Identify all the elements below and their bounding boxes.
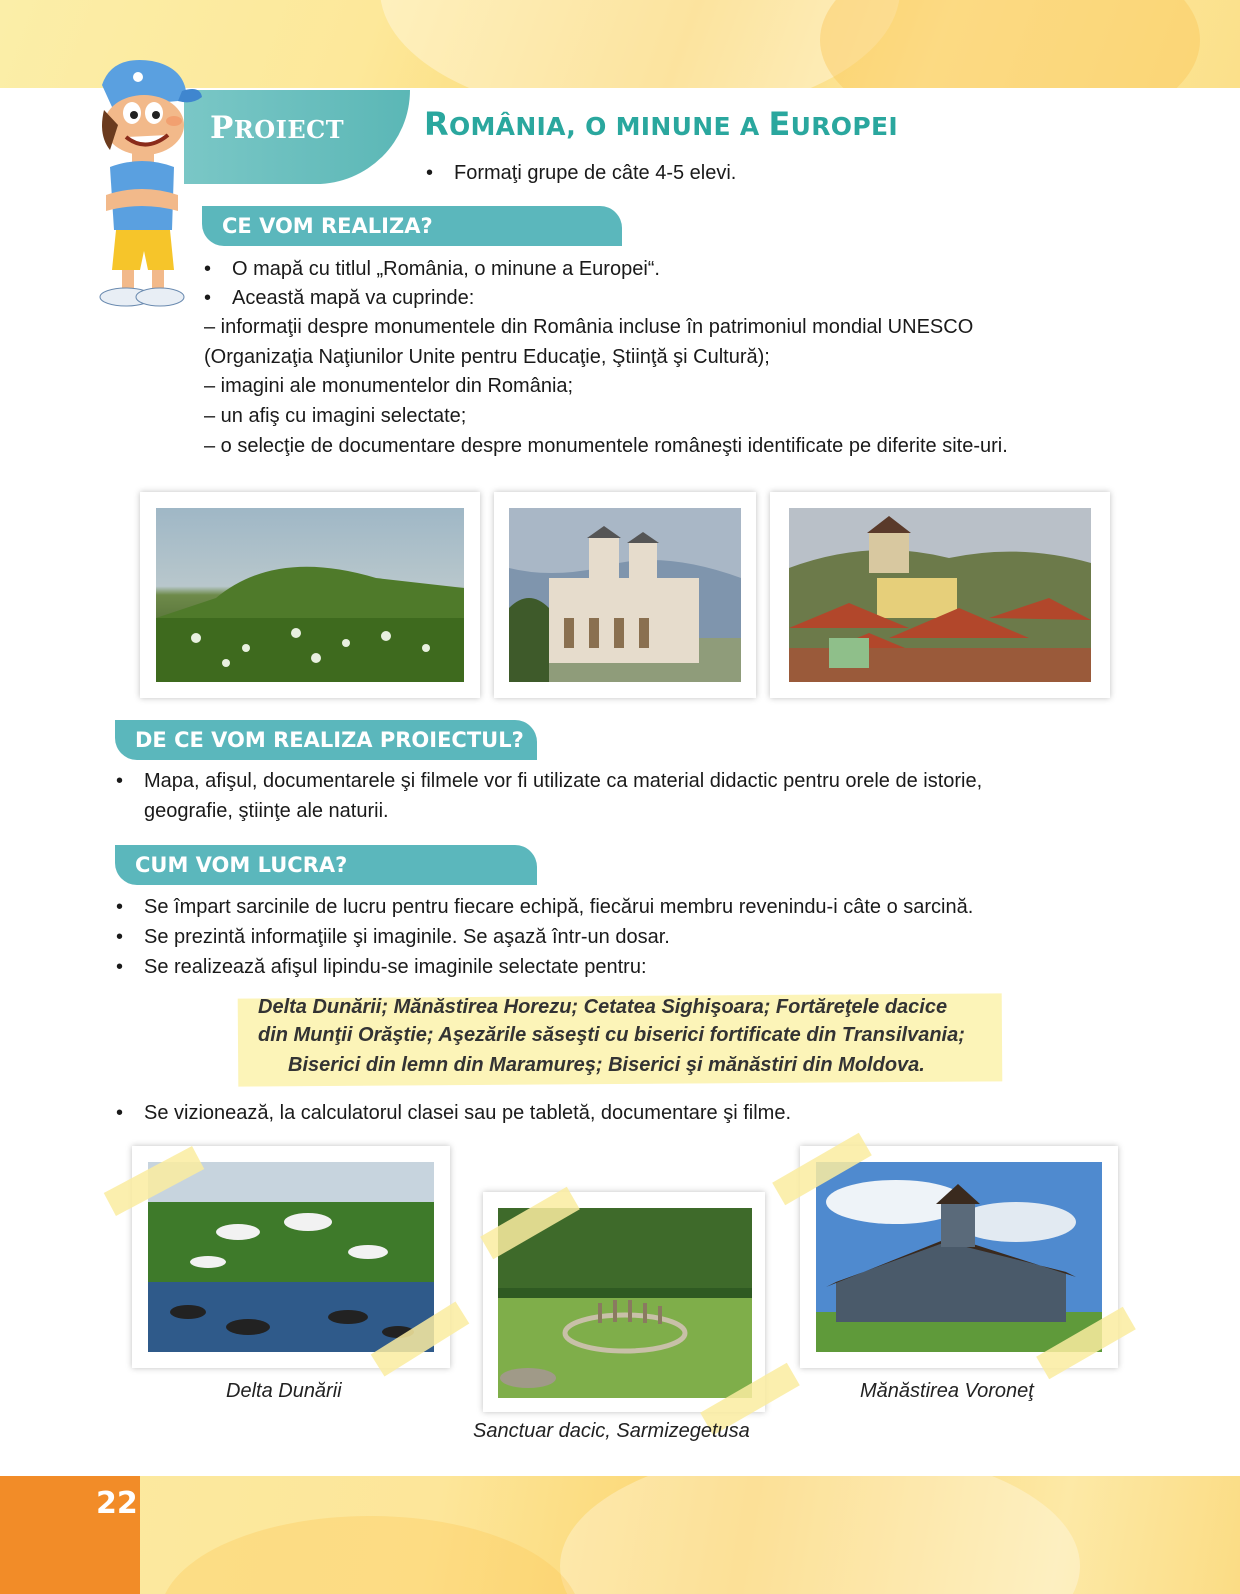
photo-frame-horezu: [494, 492, 756, 698]
sighisoara-citadel-photo: [789, 508, 1091, 682]
list-item: • O mapă cu titlul „România, o minune a Europei“.: [204, 258, 660, 281]
horezu-monastery-photo: [509, 508, 741, 682]
caption-delta: Delta Dunării: [226, 1380, 342, 1402]
boy-mascot-illustration: [82, 55, 202, 310]
caption-voronet: Mănăstirea Voroneţ: [860, 1380, 1034, 1402]
dash-line: – un afiş cu imagini selectate;: [204, 405, 467, 427]
proiect-label: PROIECT: [210, 110, 345, 146]
highlight-line: Biserici din lemn din Maramureş; Biserici şi mănăstiri din Moldova.: [288, 1054, 925, 1076]
section-heading-de-ce-vom-realiza: DE CE VOM REALIZA PROIECTUL?: [115, 720, 537, 760]
section-heading-ce-vom-realiza: CE VOM REALIZA?: [202, 206, 622, 246]
dash-line: (Organizaţia Naţiunilor Unite pentru Educaţie, Ştiinţă şi Cultură);: [204, 346, 770, 368]
photo-frame-voronet: [800, 1146, 1118, 1368]
list-item: • Se împart sarcinile de lucru pentru fiecare echipă, fiecărui membru revenindu-i câte o sarcină.: [116, 896, 973, 919]
page-number-box: [0, 1476, 140, 1594]
dash-line: – imagini ale monumentelor din România;: [204, 375, 574, 397]
list-item: • Se realizează afişul lipindu-se imaginile selectate pentru:: [116, 956, 647, 979]
photo-frame-sighisoara: [770, 492, 1110, 698]
paragraph-line: • Mapa, afişul, documentarele şi filmele vor fi utilizate ca material didactic pentru orele de istorie,: [116, 770, 982, 793]
highlight-line: din Munţii Orăştie; Aşezările săseşti cu biserici fortificate din Transilvania;: [258, 1024, 965, 1046]
list-item: • Se vizionează, la calculatorul clasei sau pe tabletă, documentare şi filme.: [116, 1102, 791, 1125]
sarmizegetusa-sanctuary-photo: [498, 1208, 752, 1398]
proiect-banner: [184, 90, 410, 184]
paragraph-line: geografie, ştiinţe ale naturii.: [144, 800, 389, 822]
highlight-line: Delta Dunării; Mănăstirea Horezu; Cetatea Sighişoara; Fortăreţele dacice: [258, 996, 948, 1018]
section-heading-cum-vom-lucra: CUM VOM LUCRA?: [115, 845, 537, 885]
caption-sarmizegetusa: Sanctuar dacic, Sarmizegetusa: [473, 1420, 750, 1442]
dash-line: – informaţii despre monumentele din România incluse în patrimoniul mondial UNESCO: [204, 316, 974, 338]
delta-water-lilies-photo: [156, 508, 464, 682]
page-number: 22: [96, 1486, 138, 1521]
intro-bullet: • Formaţi grupe de câte 4-5 elevi.: [426, 162, 736, 185]
dash-line: – o selecţie de documentare despre monumentele româneşti identificate pe diferite site-uri.: [204, 435, 1008, 457]
delta-pelicans-photo: [148, 1162, 434, 1352]
list-item: • Se prezintă informaţiile şi imaginile. Se aşază într-un dosar.: [116, 926, 670, 949]
voronet-monastery-photo: [816, 1162, 1102, 1352]
list-item: • Această mapă va cuprinde:: [204, 287, 474, 310]
page-title: ROMÂNIA, O MINUNE A EUROPEI: [424, 105, 898, 143]
bottom-decorative-band: [0, 1476, 1240, 1594]
photo-frame-delta: [140, 492, 480, 698]
